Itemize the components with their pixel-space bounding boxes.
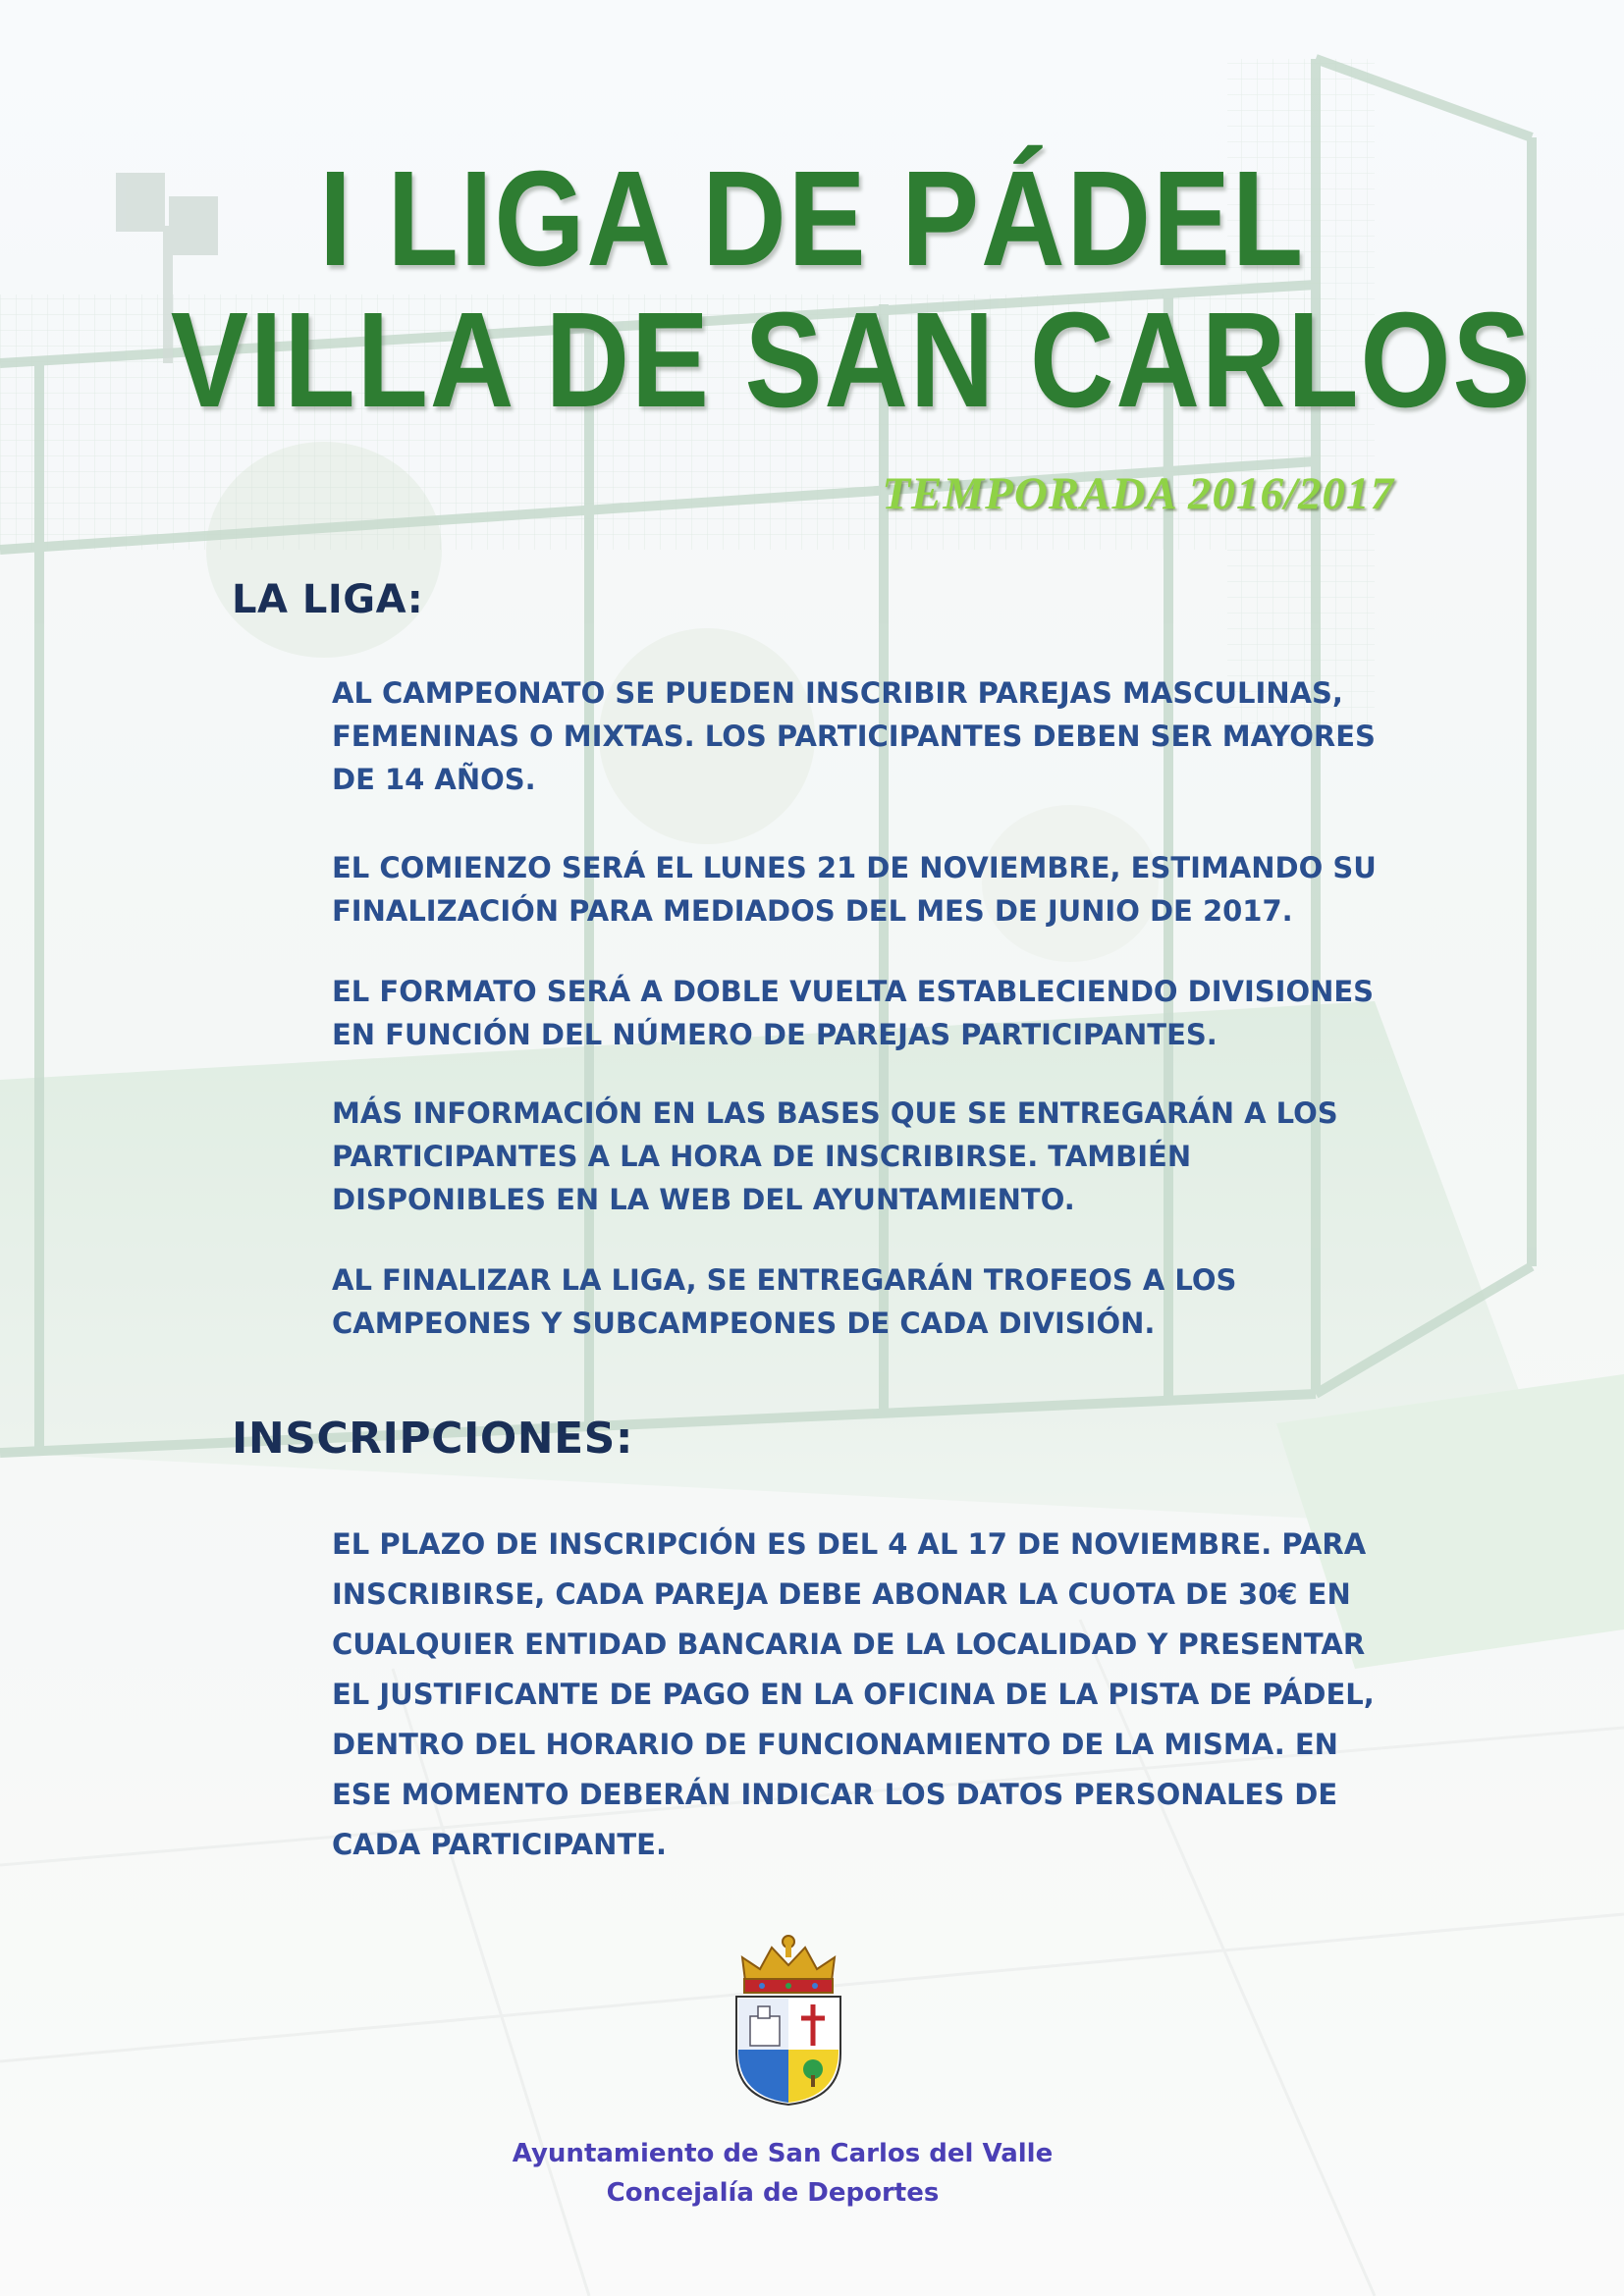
text-line: CADA PARTICIPANTE. xyxy=(332,1828,667,1861)
text-line: ESE MOMENTO DEBERÁN INDICAR LOS DATOS PERSONALES DE xyxy=(332,1778,1338,1811)
coat-of-arms-icon xyxy=(729,1932,848,2107)
season-label: TEMPORADA 2016/2017 xyxy=(882,468,1394,519)
text-line: DENTRO DEL HORARIO DE FUNCIONAMIENTO DE LA MISMA. EN xyxy=(332,1728,1338,1761)
text-line: EL COMIENZO SERÁ EL LUNES 21 DE NOVIEMBRE, ESTIMANDO SU xyxy=(332,851,1377,884)
text-line: AL CAMPEONATO SE PUEDEN INSCRIBIR PAREJAS MASCULINAS, xyxy=(332,676,1343,710)
text-line: DE 14 AÑOS. xyxy=(332,763,536,796)
text-line: FINALIZACIÓN PARA MEDIADOS DEL MES DE JUNIO DE 2017. xyxy=(332,894,1293,928)
text-line: EN FUNCIÓN DEL NÚMERO DE PAREJAS PARTICIPANTES. xyxy=(332,1018,1218,1051)
liga-paragraph-start-date xyxy=(332,846,1392,933)
footer-department: Concejalía de Deportes xyxy=(606,2178,940,2208)
text-line: AL FINALIZAR LA LIGA, SE ENTREGARÁN TROFEOS A LOS xyxy=(332,1263,1237,1297)
footer-organization: Ayuntamiento de San Carlos del Valle xyxy=(512,2139,1054,2168)
text-line: EL JUSTIFICANTE DE PAGO EN LA OFICINA DE LA PISTA DE PÁDEL, xyxy=(332,1678,1375,1711)
liga-paragraph-more-info xyxy=(332,1092,1392,1221)
page-title-line-1: I LIGA DE PÁDEL xyxy=(319,143,1305,294)
text-line: CAMPEONES Y SUBCAMPEONES DE CADA DIVISIÓN. xyxy=(332,1307,1156,1340)
text-line: PARTICIPANTES A LA HORA DE INSCRIBIRSE. TAMBIÉN xyxy=(332,1140,1192,1173)
text-line: MÁS INFORMACIÓN EN LAS BASES QUE SE ENTREGARÁN A LOS xyxy=(332,1096,1338,1130)
liga-paragraph-eligibility xyxy=(332,671,1392,801)
text-line: DISPONIBLES EN LA WEB DEL AYUNTAMIENTO. xyxy=(332,1183,1075,1216)
text-line: INSCRIBIRSE, CADA PAREJA DEBE ABONAR LA CUOTA DE 30€ EN xyxy=(332,1577,1351,1611)
section-heading-liga: LA LIGA: xyxy=(232,577,424,622)
liga-paragraph-trophies xyxy=(332,1258,1392,1345)
inscripciones-paragraph xyxy=(332,1520,1392,1870)
liga-paragraph-format xyxy=(332,970,1392,1056)
text-line: FEMENINAS O MIXTAS. LOS PARTICIPANTES DEBEN SER MAYORES xyxy=(332,720,1376,753)
text-line: EL PLAZO DE INSCRIPCIÓN ES DEL 4 AL 17 DE NOVIEMBRE. PARA xyxy=(332,1527,1367,1561)
section-heading-inscripciones: INSCRIPCIONES: xyxy=(232,1414,633,1464)
page-title-line-2: VILLA DE SAN CARLOS xyxy=(170,285,1533,436)
text-line: CUALQUIER ENTIDAD BANCARIA DE LA LOCALIDAD Y PRESENTAR xyxy=(332,1628,1366,1661)
text-line: EL FORMATO SERÁ A DOBLE VUELTA ESTABLECIENDO DIVISIONES xyxy=(332,975,1375,1008)
